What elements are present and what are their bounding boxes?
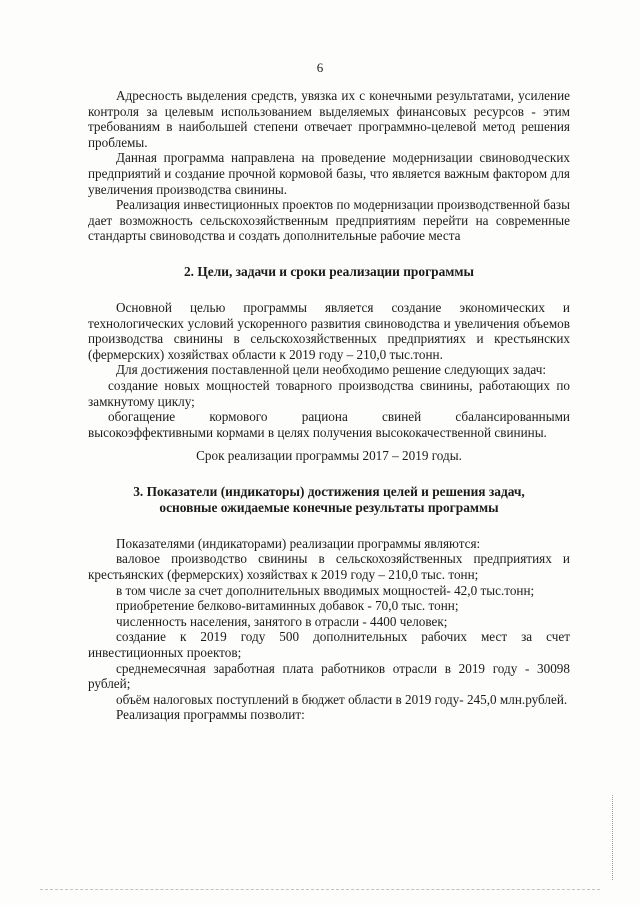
indicator-new-jobs: создание к 2019 году 500 дополнительных рабочих мест за счет инвестиционных проектов; [88, 629, 570, 661]
indicator-additional-capacity: в том числе за счет дополнительных вводимых мощностей- 42,0 тыс.тонн; [116, 582, 535, 598]
indicator-gross-production: валовое производство свинины в сельскохозяйственных предприятиях и крестьянских (фермерских) хозяйствах к 2019 году – 210,0 тыс. тонн; [88, 551, 570, 583]
indicator-protein-additives: приобретение белково-витаминных добавок - 70,0 тыс. тонн; [116, 598, 459, 614]
paragraph-term: Срок реализации программы 2017 – 2019 годы. [196, 448, 462, 464]
scan-bottom-marks [40, 887, 600, 890]
indicator-average-salary: среднемесячная заработная плата работников отрасли в 2019 году - 30098 рублей; [88, 660, 570, 692]
paragraph-indicators-intro: Показателями (индикаторами) реализации программы являются: [116, 535, 481, 551]
section-3-heading-line2: основные ожидаемые конечные результаты программы [159, 499, 499, 515]
indicator-tax-revenue: объём налоговых поступлений в бюджет области в 2019 году- 245,0 млн.рублей. [116, 691, 568, 707]
scan-margin-marks [612, 795, 617, 880]
indicator-employment: численность населения, занятого в отрасли - 4400 человек; [116, 613, 448, 629]
paragraph-investment-projects: Реализация инвестиционных проектов по модернизации производственной базы дает возможность сельскохозяйственным предприятиям перейти на современные стандарты свиноводства и создать дополнительные рабочие места [88, 197, 570, 244]
paragraph-targeting: Адресность выделения средств, увязка их с конечными результатами, усиление контроля за целевым использованием выделяемых финансовых ресурсов - этим требованиям в наибольшей степени отвечает программно-целевой метод решения проблемы. [88, 88, 570, 150]
task-item-new-capacity: создание новых мощностей товарного производства свинины, работающих по замкнутому циклу; [88, 377, 570, 409]
paragraph-tasks-intro: Для достижения поставленной цели необходимо решение следующих задач: [116, 362, 547, 378]
paragraph-program-direction: Данная программа направлена на проведение модернизации свиноводческих предприятий и создание прочной кормовой базы, что является важным фактором для увеличения производства свинины. [88, 150, 570, 197]
document-body [88, 88, 570, 723]
paragraph-main-goal: Основной целью программы является создание экономических и технологических условий ускоренного развития свиноводства и увеличения объемов производства свинины в сельскохозяйственных предприятиях и крестьянских (фермерских) хозяйствах области к 2019 году – 210,0 тыс.тонн. [88, 299, 570, 362]
paragraph-implementation-allows: Реализация программы позволит: [116, 707, 305, 723]
page-number: 6 [316, 60, 324, 75]
task-item-feed-ration: обогащение кормового рациона свиней сбалансированными высокоэффективными кормами в целях получения высококачественной свинины. [88, 409, 570, 440]
section-2-heading: 2. Цели, задачи и сроки реализации программы [183, 263, 474, 279]
section-3-heading-line1: 3. Показатели (индикаторы) достижения целей и решения задач, [133, 483, 525, 499]
